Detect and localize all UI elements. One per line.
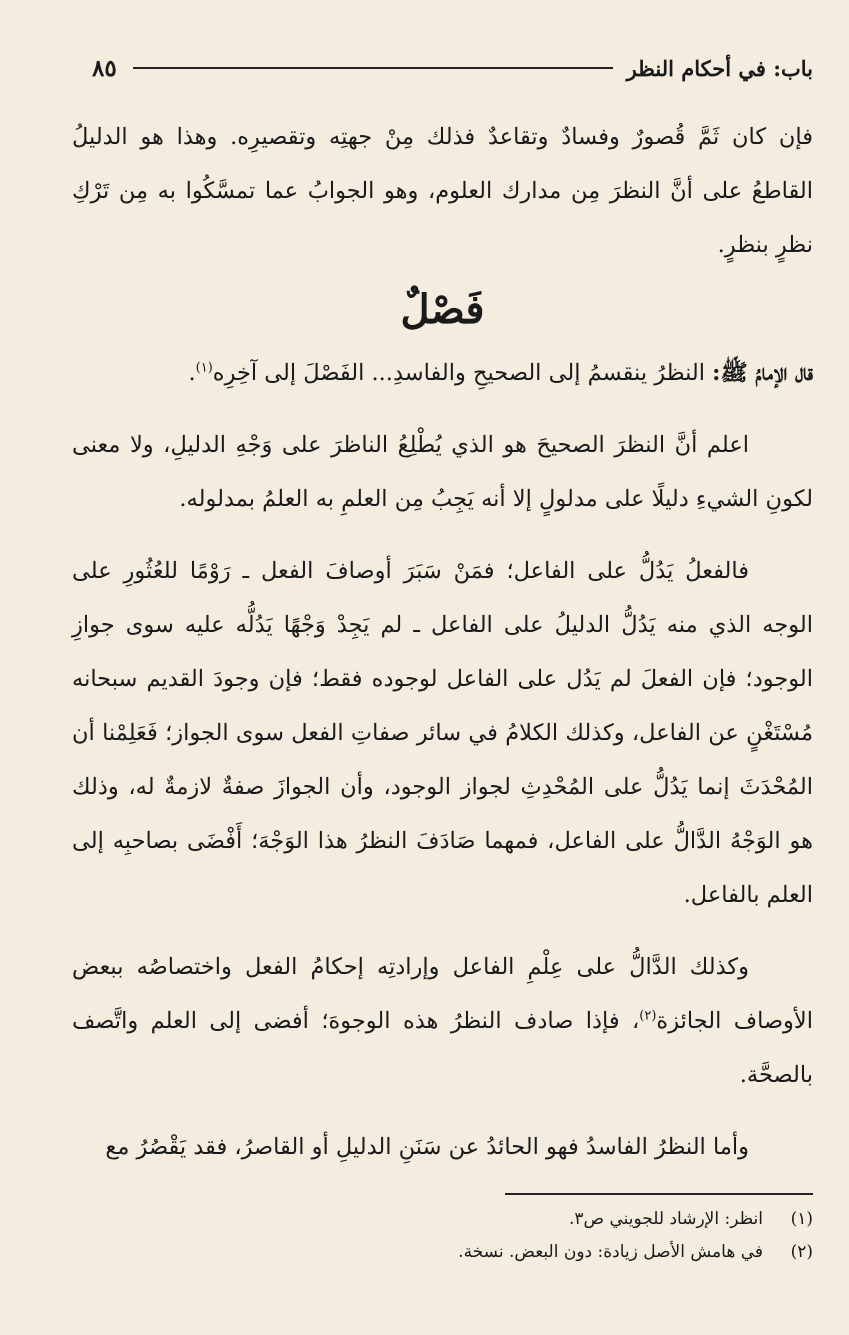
paragraph-2: اعلم أنَّ النظرَ الصحيحَ هو الذي يُطْلِعُ الناظرَ على وَجْهِ الدليلِ، ولا معنى لكونِ الشيءِ دليلًا على مدلولٍ إلا أنه يَجِبُ مِن العلمِ به العلمُ بمدلوله. <box>72 432 813 512</box>
section-heading: فَصْلٌ <box>400 286 485 333</box>
paragraph-imam-quote <box>72 346 813 400</box>
chapter-title: باب: في أحكام النظر <box>626 55 813 81</box>
footnotes <box>72 1203 813 1269</box>
header-rule <box>133 67 613 69</box>
paragraph-5: وأما النظرُ الفاسدُ فهو الحائدُ عن سَنَنِ الدليلِ أو القاصرُ، فقد يَقْصُرُ مع <box>105 1134 749 1160</box>
page-number: ٨٥ <box>92 54 117 82</box>
footnote-separator <box>505 1193 813 1195</box>
running-header <box>92 48 813 88</box>
imam-quote-text: النظرُ ينقسمُ إلى الصحيحِ والفاسدِ... الفَصْلَ إلى آخِرِه <box>212 360 713 386</box>
imam-quote-end: . <box>188 360 196 386</box>
paragraph-4-part-b: ، فإذا صادف النظرُ هذه الوجوهَ؛ أفضى إلى العلم واتَّصف بالصحَّة. <box>72 1008 813 1088</box>
imam-lead: قال الإمامُ ﷺ: <box>712 360 813 386</box>
footnote-item <box>72 1203 813 1236</box>
footnote-ref-2: (٢) <box>639 1008 657 1024</box>
footnote-item <box>72 1236 813 1269</box>
paragraph-continuation: فإن كان ثَمَّ قُصورٌ وفسادٌ وتقاعدٌ فذلك مِنْ جهتِه وتقصيرِه. وهذا هو الدليلُ القاطعُ على أنَّ النظرَ مِن مدارك العلوم، وهو الجوابُ عما تمسَّكُوا به مِن تَرْكِ نظرٍ بنظرٍ. <box>72 124 813 258</box>
footnote-text: انظر: الإرشاد للجويني ص٣. <box>568 1209 763 1229</box>
main-text <box>72 110 813 1192</box>
footnote-ref-1: (١) <box>195 360 213 376</box>
paragraph-4 <box>72 940 813 1102</box>
footnote-number: (١) <box>790 1209 813 1229</box>
footnote-number: (٢) <box>790 1242 813 1262</box>
paragraph-3: فالفعلُ يَدُلُّ على الفاعل؛ فمَنْ سَبَرَ أوصافَ الفعل ـ رَوْمًا للعُثُورِ على الوجه الذي منه يَدُلُّ الدليلُ على الفاعل ـ لم يَجِدْ وَجْهًا يَدُلُّه عليه سوى جوازِ الوجود؛ فإن الفعلَ لم يَدُل على الفاعل لوجوده فقط؛ فإن وجودَ القديم سبحانه مُسْتَغْنٍ عن الفاعل، وكذلك الكلامُ في سائر صفاتِ الفعل سوى الجواز؛ فَعَلِمْنا أن المُحْدَثَ إنما يَدُلُّ على المُحْدِثِ لجواز الوجود، وأن الجوازَ صفةٌ لازمةٌ له، وذلك هو الوَجْهُ الدَّالُّ على الفاعل، فمهما صَادَفَ النظرُ هذا الوَجْهَ؛ أَفْضَى بصاحبِه إلى العلم بالفاعل. <box>72 558 813 908</box>
paragraph-4-part-a: وكذلك الدَّالُّ على عِلْمِ الفاعل وإرادتِه إحكامُ الفعل واختصاصُه ببعض الأوصاف الجائزة <box>72 954 813 1034</box>
footnote-text: في هامش الأصل زيادة: دون البعض. نسخة. <box>458 1242 763 1262</box>
